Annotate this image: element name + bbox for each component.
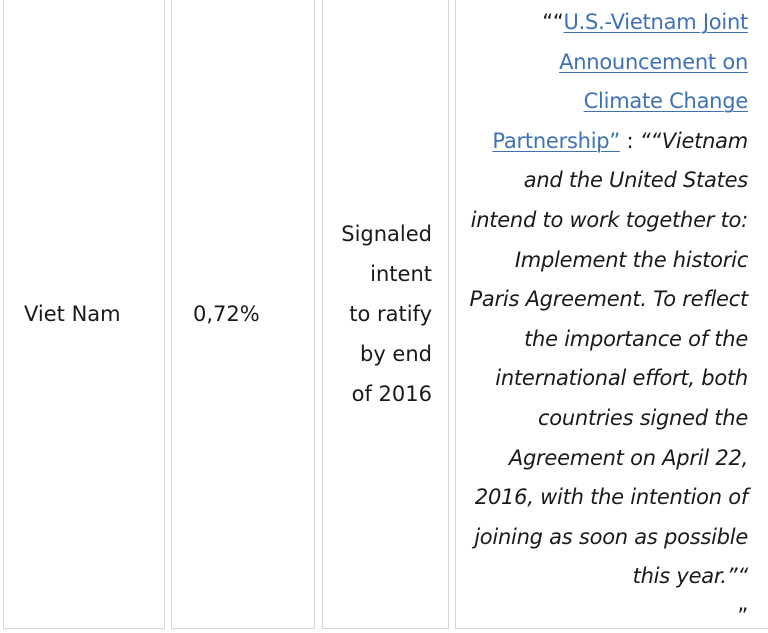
source-link-line-2[interactable]: Announcement on bbox=[559, 49, 748, 74]
close-quote-mark: ” bbox=[737, 603, 748, 628]
quote-line: countries signed the bbox=[537, 405, 748, 430]
quote-line: and the United States bbox=[523, 168, 748, 193]
source-link-line-1[interactable]: U.S.-Vietnam Joint bbox=[563, 10, 748, 34]
ratification-status-cell bbox=[322, 0, 449, 629]
quote-line: joining as soon as possible bbox=[474, 524, 748, 549]
country-cell bbox=[3, 0, 165, 629]
quote-line: Agreement on April 22, bbox=[508, 445, 748, 470]
source-cell bbox=[455, 0, 768, 629]
quote-first-word: ““Vietnam bbox=[639, 128, 748, 153]
open-quote-mark: ““ bbox=[542, 10, 564, 34]
quote-line: Implement the historic bbox=[514, 247, 748, 272]
country-name: Viet Nam bbox=[24, 301, 121, 326]
ratification-status-text: Signaled intent to ratify by end of 2016 bbox=[341, 221, 432, 406]
quote-line: intend to work together to: bbox=[470, 207, 748, 232]
quote-line: this year.”“ bbox=[632, 564, 748, 589]
quote-line: 2016, with the intention of bbox=[474, 485, 748, 510]
citation-separator: : bbox=[620, 128, 640, 153]
emissions-share-value: 0,72% bbox=[193, 301, 260, 326]
quote-line: international effort, both bbox=[495, 366, 748, 391]
quote-line: the importance of the bbox=[524, 326, 748, 351]
source-link-line-3[interactable]: Climate Change bbox=[583, 89, 748, 114]
source-citation bbox=[458, 3, 748, 633]
emissions-share-cell bbox=[171, 0, 315, 629]
quote-line: Paris Agreement. To reflect bbox=[469, 287, 748, 312]
source-link-line-4[interactable]: Partnership” bbox=[492, 128, 621, 153]
